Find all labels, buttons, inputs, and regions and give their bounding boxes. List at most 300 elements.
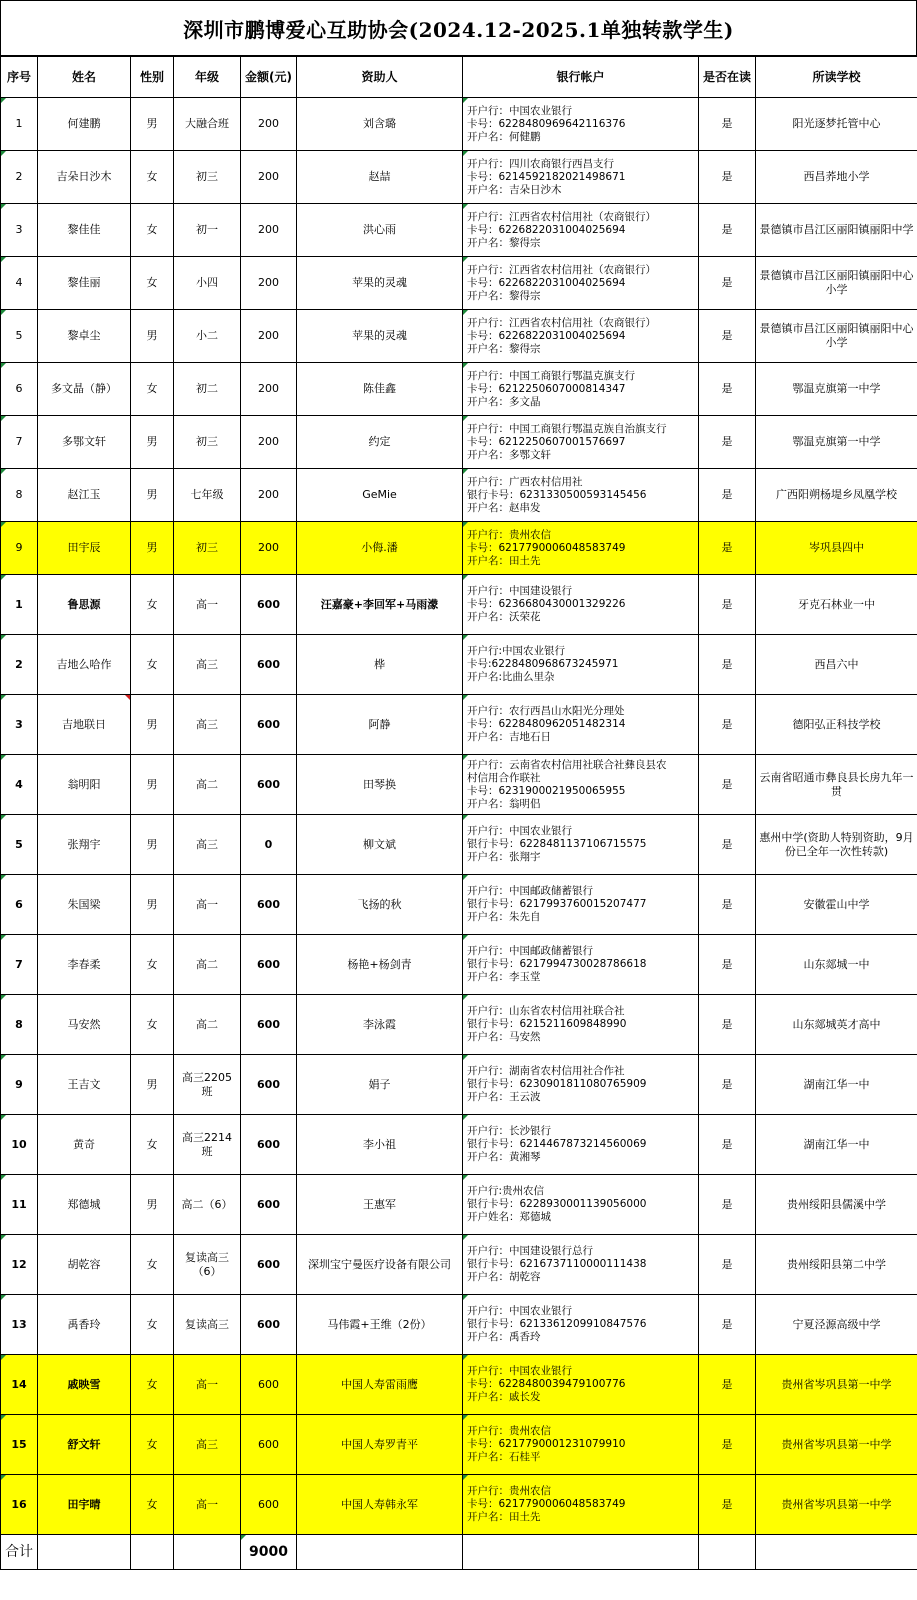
cell-amount: 200 <box>241 363 297 416</box>
cell-enrolled: 是 <box>699 635 756 695</box>
table-row <box>1 1055 917 1115</box>
table-row <box>1 995 917 1055</box>
cell-school: 西昌荞地小学 <box>756 151 917 204</box>
cell-seq: 1 <box>1 98 38 151</box>
bank-line: 开户名：朱先自 <box>467 911 541 923</box>
bank-line: 开户名：禹香玲 <box>467 1331 541 1343</box>
bank-line: 卡号：6231900021950065955 <box>467 784 626 797</box>
table-row <box>1 755 917 815</box>
comment-marker-icon <box>1 98 6 103</box>
comment-marker-icon <box>463 1415 468 1420</box>
bank-line: 开户行：江西省农村信用社（农商银行） <box>467 263 656 276</box>
bank-line: 卡号：6217790006048583749 <box>467 541 626 554</box>
bank-line: 卡号：6228480039479100776 <box>467 1378 626 1390</box>
cell-enrolled: 是 <box>699 1355 756 1415</box>
cell-bank <box>463 151 699 204</box>
cell-gender: 女 <box>131 635 174 695</box>
cell-bank <box>463 635 699 695</box>
cell-seq: 9 <box>1 522 38 575</box>
comment-marker-icon <box>463 1115 468 1120</box>
bank-line: 村信用合作联社 <box>467 771 541 784</box>
cell-bank <box>463 1475 699 1535</box>
bank-line: 银行卡号：6215211609848990 <box>467 1018 627 1030</box>
comment-marker-icon <box>1 1235 6 1240</box>
table-row <box>1 1235 917 1295</box>
bank-line: 卡号：6212250607001576697 <box>467 435 626 448</box>
cell-school: 景德镇市昌江区丽阳镇丽阳中心小学 <box>756 257 917 310</box>
cell-sponsor: GeMie <box>297 469 463 522</box>
cell-sponsor: 杨艳+杨剑青 <box>297 935 463 995</box>
cell-gender: 男 <box>131 416 174 469</box>
comment-marker-icon <box>1 935 6 940</box>
cell-seq: 10 <box>1 1115 38 1175</box>
cell-enrolled: 是 <box>699 575 756 635</box>
bank-line: 开户名：黎得宗 <box>467 236 541 249</box>
cell-gender: 男 <box>131 469 174 522</box>
total-row <box>1 1535 917 1570</box>
cell-name: 田宇辰 <box>38 522 131 575</box>
bank-line: 开户名：吉朵日沙木 <box>467 183 562 196</box>
cell-name: 何建鹏 <box>38 98 131 151</box>
cell-school: 贵州绥阳县第二中学 <box>756 1235 917 1295</box>
cell-seq: 13 <box>1 1295 38 1355</box>
cell-sponsor: 柳文斌 <box>297 815 463 875</box>
bank-line: 开户名：多文晶 <box>467 395 541 408</box>
comment-marker-icon <box>1 1115 6 1120</box>
bank-line: 开户名：田土先 <box>467 1511 541 1523</box>
cell-name: 鲁思源 <box>38 575 131 635</box>
cell-enrolled: 是 <box>699 1235 756 1295</box>
students-table <box>0 56 917 1570</box>
bank-line: 卡号：6228480969642116376 <box>467 117 626 130</box>
cell-gender: 女 <box>131 995 174 1055</box>
comment-marker-icon <box>463 522 468 527</box>
bank-line: 银行卡号：6217994730028786618 <box>467 958 647 970</box>
cell-grade: 高三 <box>174 695 241 755</box>
comment-marker-icon <box>1 755 6 760</box>
comment-marker-icon <box>463 416 468 421</box>
comment-marker-icon <box>1 1175 6 1180</box>
cell-seq: 11 <box>1 1175 38 1235</box>
header-school: 所读学校 <box>756 57 917 98</box>
cell-seq: 9 <box>1 1055 38 1115</box>
cell-gender: 女 <box>131 363 174 416</box>
cell-sponsor: 中国人寿韩永军 <box>297 1475 463 1535</box>
comment-marker-icon <box>1 695 6 700</box>
header-bank: 银行帐户 <box>463 57 699 98</box>
bank-line: 开户姓名：郑德城 <box>467 1211 551 1223</box>
cell-name: 胡乾容 <box>38 1235 131 1295</box>
cell-school: 阳光逐梦托管中心 <box>756 98 917 151</box>
total-empty-cell <box>756 1535 917 1570</box>
cell-amount: 200 <box>241 151 297 204</box>
total-empty-cell <box>463 1535 699 1570</box>
cell-bank <box>463 363 699 416</box>
table-row <box>1 635 917 695</box>
cell-name: 吉朵日沙木 <box>38 151 131 204</box>
table-row <box>1 522 917 575</box>
cell-bank <box>463 1175 699 1235</box>
comment-marker-icon <box>1 815 6 820</box>
cell-bank <box>463 1055 699 1115</box>
cell-grade: 小二 <box>174 310 241 363</box>
cell-seq: 3 <box>1 204 38 257</box>
cell-enrolled: 是 <box>699 1115 756 1175</box>
total-label: 合计 <box>1 1535 38 1570</box>
comment-marker-icon <box>1 995 6 1000</box>
cell-name: 赵江玉 <box>38 469 131 522</box>
comment-marker-icon <box>463 755 468 760</box>
header-grade: 年级 <box>174 57 241 98</box>
table-row <box>1 1295 917 1355</box>
cell-gender: 女 <box>131 575 174 635</box>
bank-line: 开户行:贵州农信 <box>467 1185 545 1197</box>
cell-grade: 高二（6） <box>174 1175 241 1235</box>
cell-gender: 女 <box>131 1295 174 1355</box>
cell-sponsor: 洪心雨 <box>297 204 463 257</box>
comment-marker-icon <box>463 1055 468 1060</box>
cell-school: 西昌六中 <box>756 635 917 695</box>
comment-marker-icon <box>463 469 468 474</box>
comment-marker-icon <box>1 469 6 474</box>
cell-grade: 高二 <box>174 995 241 1055</box>
bank-line: 卡号：6236680430001329226 <box>467 598 626 610</box>
cell-sponsor: 中国人寿罗青平 <box>297 1415 463 1475</box>
cell-school: 岑巩县四中 <box>756 522 917 575</box>
cell-seq: 4 <box>1 755 38 815</box>
cell-sponsor: 李泳霞 <box>297 995 463 1055</box>
comment-marker-icon <box>463 695 468 700</box>
bank-line: 开户行：长沙银行 <box>467 1125 551 1137</box>
cell-sponsor: 桦 <box>297 635 463 695</box>
header-name: 姓名 <box>38 57 131 98</box>
cell-school: 贵州省岑巩县第一中学 <box>756 1355 917 1415</box>
cell-sponsor: 王惠军 <box>297 1175 463 1235</box>
table-row <box>1 363 917 416</box>
total-empty-cell <box>131 1535 174 1570</box>
cell-grade: 小四 <box>174 257 241 310</box>
bank-line: 银行卡号：6228930001139056000 <box>467 1198 647 1210</box>
cell-amount: 600 <box>241 1115 297 1175</box>
total-empty-cell <box>699 1535 756 1570</box>
cell-sponsor: 马伟霞+王维（2份） <box>297 1295 463 1355</box>
cell-enrolled: 是 <box>699 995 756 1055</box>
table-row <box>1 257 917 310</box>
bank-line: 银行卡号：6217993760015207477 <box>467 898 647 910</box>
cell-bank <box>463 1295 699 1355</box>
comment-marker-icon <box>463 310 468 315</box>
comment-marker-icon <box>463 151 468 156</box>
cell-school: 景德镇市昌江区丽阳镇丽阳中学 <box>756 204 917 257</box>
bank-line: 开户行：江西省农村信用社（农商银行） <box>467 316 656 329</box>
cell-school: 广西阳朔杨堤乡凤凰学校 <box>756 469 917 522</box>
cell-school: 鄂温克旗第一中学 <box>756 416 917 469</box>
bank-line: 开户行：四川农商银行西昌支行 <box>467 157 614 170</box>
cell-name: 吉地么哈作 <box>38 635 131 695</box>
comment-marker-icon <box>1 1355 6 1360</box>
cell-bank <box>463 98 699 151</box>
cell-bank <box>463 416 699 469</box>
table-row <box>1 151 917 204</box>
cell-amount: 600 <box>241 755 297 815</box>
bank-line: 开户行:中国农业银行 <box>467 645 566 657</box>
cell-bank <box>463 995 699 1055</box>
bank-line: 开户名：黎得宗 <box>467 289 541 302</box>
cell-gender: 女 <box>131 1415 174 1475</box>
bank-line: 卡号:6228480968673245971 <box>467 658 619 670</box>
bank-line: 开户名：沃荣花 <box>467 611 541 623</box>
cell-name: 黎佳丽 <box>38 257 131 310</box>
cell-grade: 高三2214班 <box>174 1115 241 1175</box>
comment-marker-icon <box>1 1055 6 1060</box>
bank-line: 开户行：中国农业银行 <box>467 1365 572 1377</box>
cell-school: 鄂温克旗第一中学 <box>756 363 917 416</box>
bank-line: 银行卡号：6230901811080765909 <box>467 1078 647 1090</box>
comment-marker-icon <box>1 575 6 580</box>
table-row <box>1 310 917 363</box>
cell-name: 舒文轩 <box>38 1415 131 1475</box>
table-row <box>1 575 917 635</box>
cell-grade: 大融合班 <box>174 98 241 151</box>
cell-seq: 12 <box>1 1235 38 1295</box>
cell-enrolled: 是 <box>699 416 756 469</box>
table-row <box>1 695 917 755</box>
bank-line: 开户名：李玉堂 <box>467 971 541 983</box>
cell-seq: 5 <box>1 815 38 875</box>
table-row <box>1 204 917 257</box>
total-empty-cell <box>297 1535 463 1570</box>
cell-enrolled: 是 <box>699 204 756 257</box>
cell-sponsor: 飞扬的秋 <box>297 875 463 935</box>
bank-line: 开户名:比曲么里杂 <box>467 671 555 683</box>
cell-name: 吉地联日 <box>38 695 131 755</box>
bank-line: 开户行：中国农业银行 <box>467 104 572 117</box>
table-row <box>1 98 917 151</box>
cell-sponsor: 小侮.潘 <box>297 522 463 575</box>
cell-grade: 高三2205班 <box>174 1055 241 1115</box>
cell-gender: 女 <box>131 1355 174 1415</box>
cell-gender: 女 <box>131 257 174 310</box>
cell-enrolled: 是 <box>699 363 756 416</box>
cell-enrolled: 是 <box>699 815 756 875</box>
comment-marker-icon <box>463 363 468 368</box>
bank-line: 开户名：黄湘琴 <box>467 1151 541 1163</box>
cell-enrolled: 是 <box>699 1055 756 1115</box>
cell-gender: 女 <box>131 935 174 995</box>
bank-line: 开户名：赵串发 <box>467 501 541 514</box>
cell-amount: 600 <box>241 1175 297 1235</box>
cell-enrolled: 是 <box>699 695 756 755</box>
sheet-title: 深圳市鹏博爱心互助协会(2024.12-2025.1单独转款学生) <box>0 0 917 56</box>
cell-amount: 600 <box>241 1055 297 1115</box>
cell-bank <box>463 522 699 575</box>
cell-enrolled: 是 <box>699 257 756 310</box>
bank-line: 开户行：广西农村信用社 <box>467 475 583 488</box>
cell-sponsor: 赵喆 <box>297 151 463 204</box>
table-row <box>1 1355 917 1415</box>
bank-line: 开户名：黎得宗 <box>467 342 541 355</box>
cell-bank <box>463 695 699 755</box>
cell-amount: 200 <box>241 98 297 151</box>
cell-amount: 600 <box>241 935 297 995</box>
cell-bank <box>463 469 699 522</box>
cell-grade: 高二 <box>174 935 241 995</box>
bank-line: 开户行：中国建设银行 <box>467 585 572 597</box>
comment-marker-icon <box>1 1415 6 1420</box>
cell-amount: 200 <box>241 257 297 310</box>
bank-line: 卡号：6214592182021498671 <box>467 170 626 183</box>
cell-name: 王吉文 <box>38 1055 131 1115</box>
cell-name: 多文晶（静） <box>38 363 131 416</box>
cell-grade: 复读高三（6） <box>174 1235 241 1295</box>
bank-line: 银行卡号：6214467873214560069 <box>467 1138 647 1150</box>
bank-line: 卡号：6228480962051482314 <box>467 718 626 730</box>
bank-line: 开户行：贵州农信 <box>467 1425 551 1437</box>
cell-grade: 初三 <box>174 522 241 575</box>
cell-gender: 男 <box>131 310 174 363</box>
cell-sponsor: 刘含璐 <box>297 98 463 151</box>
cell-sponsor: 汪嘉豪+李回军+马雨濛 <box>297 575 463 635</box>
bank-line: 开户行：中国邮政储蓄银行 <box>467 945 593 957</box>
bank-line: 开户行：中国邮政储蓄银行 <box>467 885 593 897</box>
cell-grade: 高三 <box>174 1415 241 1475</box>
table-row <box>1 469 917 522</box>
cell-enrolled: 是 <box>699 755 756 815</box>
cell-grade: 高一 <box>174 575 241 635</box>
bank-line: 开户名：田土先 <box>467 554 541 567</box>
cell-amount: 200 <box>241 469 297 522</box>
table-row <box>1 815 917 875</box>
bank-line: 开户名：多鄂文轩 <box>467 448 551 461</box>
header-sponsor: 资助人 <box>297 57 463 98</box>
cell-grade: 初三 <box>174 416 241 469</box>
table-row <box>1 1415 917 1475</box>
table-row <box>1 935 917 995</box>
bank-line: 开户行：山东省农村信用社联合社 <box>467 1005 625 1017</box>
cell-enrolled: 是 <box>699 469 756 522</box>
header-row <box>1 57 917 98</box>
cell-school: 山东郯城英才高中 <box>756 995 917 1055</box>
cell-amount: 600 <box>241 1475 297 1535</box>
cell-seq: 5 <box>1 310 38 363</box>
cell-seq: 1 <box>1 575 38 635</box>
bank-line: 开户行：中国工商银行鄂温克族自治旗支行 <box>467 422 667 435</box>
comment-marker-icon <box>463 1235 468 1240</box>
cell-name: 朱国梁 <box>38 875 131 935</box>
bank-line: 开户行：贵州农信 <box>467 528 551 541</box>
cell-seq: 2 <box>1 151 38 204</box>
total-empty-cell <box>174 1535 241 1570</box>
cell-sponsor: 李小祖 <box>297 1115 463 1175</box>
bank-line: 开户行：中国农业银行 <box>467 1305 572 1317</box>
cell-bank <box>463 755 699 815</box>
cell-sponsor: 娟子 <box>297 1055 463 1115</box>
cell-amount: 200 <box>241 310 297 363</box>
cell-grade: 高一 <box>174 1355 241 1415</box>
bank-line: 开户行：湖南省农村信用社合作社 <box>467 1065 625 1077</box>
cell-amount: 600 <box>241 1415 297 1475</box>
cell-school: 宁夏泾源高级中学 <box>756 1295 917 1355</box>
cell-amount: 0 <box>241 815 297 875</box>
total-amount: 9000 <box>241 1535 297 1570</box>
cell-amount: 600 <box>241 635 297 695</box>
bank-line: 开户行：江西省农村信用社（农商银行） <box>467 210 656 223</box>
header-enrolled: 是否在读 <box>699 57 756 98</box>
cell-bank <box>463 875 699 935</box>
cell-gender: 男 <box>131 1055 174 1115</box>
bank-line: 开户名：翁明侣 <box>467 797 541 810</box>
cell-seq: 7 <box>1 416 38 469</box>
cell-name: 禹香玲 <box>38 1295 131 1355</box>
bank-line: 开户行：农行西昌山水阳光分理处 <box>467 705 625 717</box>
cell-school: 山东郯城一中 <box>756 935 917 995</box>
comment-marker-icon <box>1 204 6 209</box>
cell-school: 景德镇市昌江区丽阳镇丽阳中心小学 <box>756 310 917 363</box>
cell-bank <box>463 1415 699 1475</box>
comment-marker-icon <box>1 363 6 368</box>
cell-seq: 8 <box>1 995 38 1055</box>
cell-gender: 男 <box>131 98 174 151</box>
cell-gender: 男 <box>131 1175 174 1235</box>
cell-seq: 6 <box>1 875 38 935</box>
note-marker-icon <box>125 695 130 700</box>
bank-line: 开户名：何健鹏 <box>467 130 541 143</box>
cell-sponsor: 苹果的灵魂 <box>297 257 463 310</box>
header-gender: 性别 <box>131 57 174 98</box>
bank-line: 银行卡号：6213361209910847576 <box>467 1318 647 1330</box>
table-body <box>1 98 917 1535</box>
cell-gender: 男 <box>131 522 174 575</box>
cell-school: 湖南江华一中 <box>756 1115 917 1175</box>
comment-marker-icon <box>1 522 6 527</box>
cell-bank <box>463 575 699 635</box>
bank-line: 开户名：胡乾容 <box>467 1271 541 1283</box>
cell-amount: 600 <box>241 575 297 635</box>
bank-line: 开户名：马安然 <box>467 1031 541 1043</box>
bank-line: 开户名：石桂平 <box>467 1451 541 1463</box>
bank-line: 开户名：王云波 <box>467 1091 541 1103</box>
cell-gender: 女 <box>131 151 174 204</box>
cell-gender: 女 <box>131 204 174 257</box>
cell-gender: 男 <box>131 875 174 935</box>
bank-line: 开户名：戚长发 <box>467 1391 541 1403</box>
comment-marker-icon <box>463 257 468 262</box>
cell-school: 湖南江华一中 <box>756 1055 917 1115</box>
cell-seq: 16 <box>1 1475 38 1535</box>
comment-marker-icon <box>1 257 6 262</box>
cell-grade: 高一 <box>174 875 241 935</box>
cell-seq: 14 <box>1 1355 38 1415</box>
cell-bank <box>463 1115 699 1175</box>
cell-amount: 600 <box>241 875 297 935</box>
comment-marker-icon <box>1 635 6 640</box>
table-row <box>1 875 917 935</box>
cell-enrolled: 是 <box>699 875 756 935</box>
cell-seq: 3 <box>1 695 38 755</box>
cell-amount: 600 <box>241 695 297 755</box>
cell-grade: 高一 <box>174 1475 241 1535</box>
cell-name: 李春柔 <box>38 935 131 995</box>
cell-name: 马安然 <box>38 995 131 1055</box>
cell-amount: 600 <box>241 1295 297 1355</box>
cell-school: 贵州绥阳县儒溪中学 <box>756 1175 917 1235</box>
table-row <box>1 1175 917 1235</box>
cell-school: 贵州省岑巩县第一中学 <box>756 1475 917 1535</box>
bank-line: 银行卡号：6216737110000111438 <box>467 1258 647 1270</box>
cell-seq: 7 <box>1 935 38 995</box>
cell-name: 多鄂文轩 <box>38 416 131 469</box>
comment-marker-icon <box>1 1295 6 1300</box>
